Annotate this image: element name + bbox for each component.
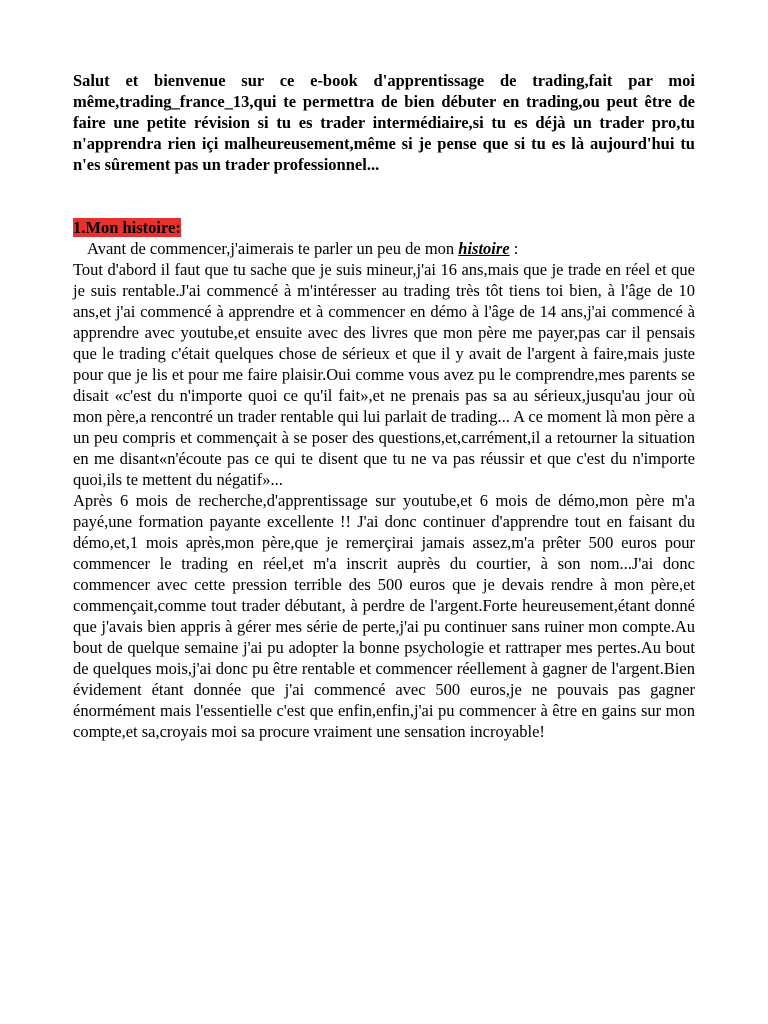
- document-page: [73, 70, 695, 742]
- section-heading: [73, 217, 695, 238]
- section-heading-text: 1.Mon histoire:: [73, 218, 181, 237]
- story-paragraph-1: Tout d'abord il faut que tu sache que je suis mineur,j'ai 16 ans,mais que je trade en réel et que je suis rentable.J'ai commencé à m'intéresser au trading très tôt tiens toi bien, à l'âge de 10 ans,et j'ai commencé à apprendre et à commencer en démo à l'âge de 14 ans,j'ai commencé à apprendre avec youtube,et ensuite avec des livres que mon père me payer,pas car il pensais que le trading c'était quelques chose de sérieux et que il y avait de l'argent à faire,mais juste pour que je lis et pour me faire plaisir.Oui comme vous avez pu le comprendre,mes parents se disait «c'est du n'importe quoi ce qu'il fait»,et ne prenais pas sa au sérieux,jusqu'au jour où mon père,a rencontré un trader rentable qui lui parlait de trading... A ce moment là mon père a un peu compris et commençait à se poser des questions,et,carrément,il a retourner la situation en me disant«n'écoute pas ce qui te disent que tu ne va pas réussir et que c'est du n'importe quoi,ils te mettent du négatif»...: [73, 260, 695, 489]
- lead-text-before: Avant de commencer,j'aimerais te parler un peu de mon: [87, 239, 459, 258]
- intro-paragraph: Salut et bienvenue sur ce e-book d'apprentissage de trading,fait par moi même,trading_france_13,qui te permettra de bien débuter en trading,ou peut être de faire une petite révision si tu es trader intermédiaire,si tu es déjà un trader pro,tu n'apprendra rien içi malheureusement,même si je pense que si tu es là aujourd'hui tu n'es sûrement pas un trader professionnel...: [73, 71, 695, 174]
- lead-emphasis: histoire: [458, 239, 510, 258]
- section-lead-line: [73, 238, 695, 259]
- story-paragraph-2: Après 6 mois de recherche,d'apprentissage sur youtube,et 6 mois de démo,mon père m'a payé,une formation payante excellente !! J'ai donc continuer d'apprendre tout en faisant du démo,et,1 mois après,mon père,que je remerçirai jamais assez,m'a prêter 500 euros pour commencer le trading en réel,et m'a inscrit auprès du courtier, à son nom...J'ai donc commencer avec cette pression terrible des 500 euros que je devais rendre à mon père,et commençait,comme tout trader débutant, à perdre de l'argent.Forte heureusement,étant donné que j'avais bien appris à gérer mes série de perte,j'ai pu continuer sans ruiner mon compte.Au bout de quelque semaine j'ai pu adopter la bonne psychologie et rattraper mes pertes.Au bout de quelques mois,j'ai donc pu être rentable et commencer réellement à gagner de l'argent.Bien évidement étant donnée que j'ai commencé avec 500 euros,je ne pouvais pas gagner énormément mais l'essentielle c'est que enfin,enfin,j'ai pu commencer à être en gains sur mon compte,et sa,croyais moi sa procure vraiment une sensation incroyable!: [73, 491, 695, 741]
- lead-text-after: :: [509, 239, 519, 258]
